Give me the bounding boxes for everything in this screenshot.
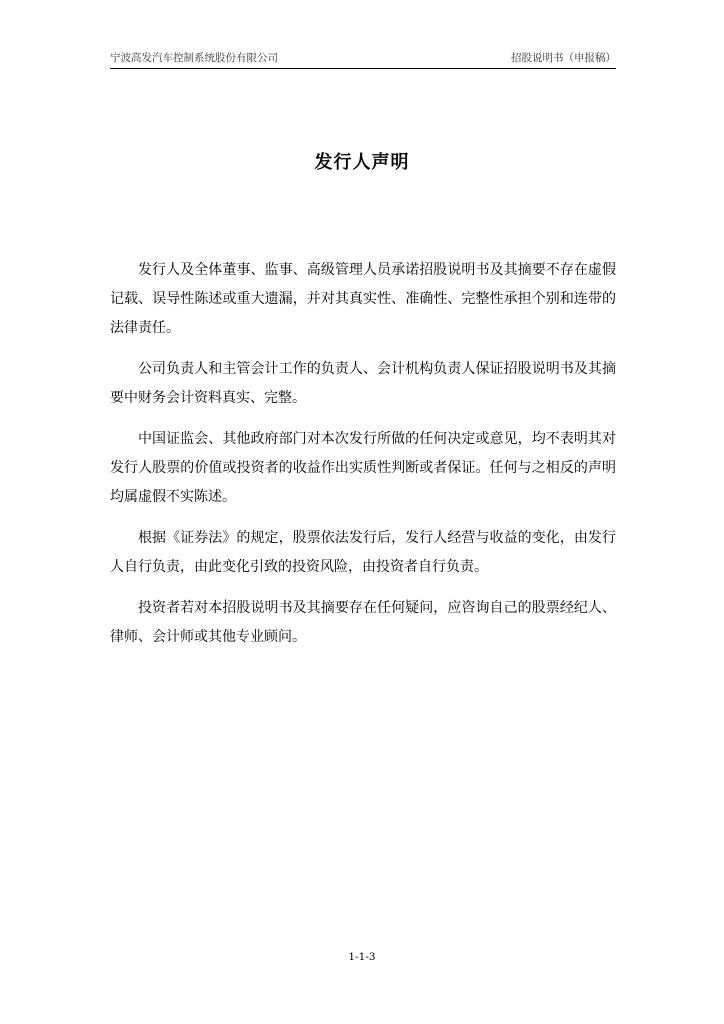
statement-body [110,256,616,664]
header-document-type: 招股说明书（申报稿） [511,52,616,64]
statement-paragraph-2: 公司负责人和主管会计工作的负责人、会计机构负责人保证招股说明书及其摘要中财务会计资料真实、完整。 [110,361,616,406]
statement-paragraph-3: 中国证监会、其他政府部门对本次发行所做的任何决定或意见，均不表明其对发行人股票的价值或投资者的收益作出实质性判断或者保证。任何与之相反的声明均属虚假不实陈述。 [110,431,616,505]
page-number: 1-1-3 [348,951,376,963]
page-title: 发行人声明 [314,152,410,173]
statement-paragraph-1: 发行人及全体董事、监事、高级管理人员承诺招股说明书及其摘要不存在虚假记载、误导性陈述或重大遗漏，并对其真实性、准确性、完整性承担个别和连带的法律责任。 [110,262,616,336]
page-header [110,52,616,69]
header-company-name: 宁波高发汽车控制系统股份有限公司 [110,52,278,64]
statement-paragraph-5: 投资者若对本招股说明书及其摘要存在任何疑问，应咨询自己的股票经纪人、律师、会计师或其他专业顾问。 [110,600,616,645]
statement-paragraph-4: 根据《证券法》的规定，股票依法发行后，发行人经营与收益的变化，由发行人自行负责，由此变化引致的投资风险，由投资者自行负责。 [110,530,616,575]
